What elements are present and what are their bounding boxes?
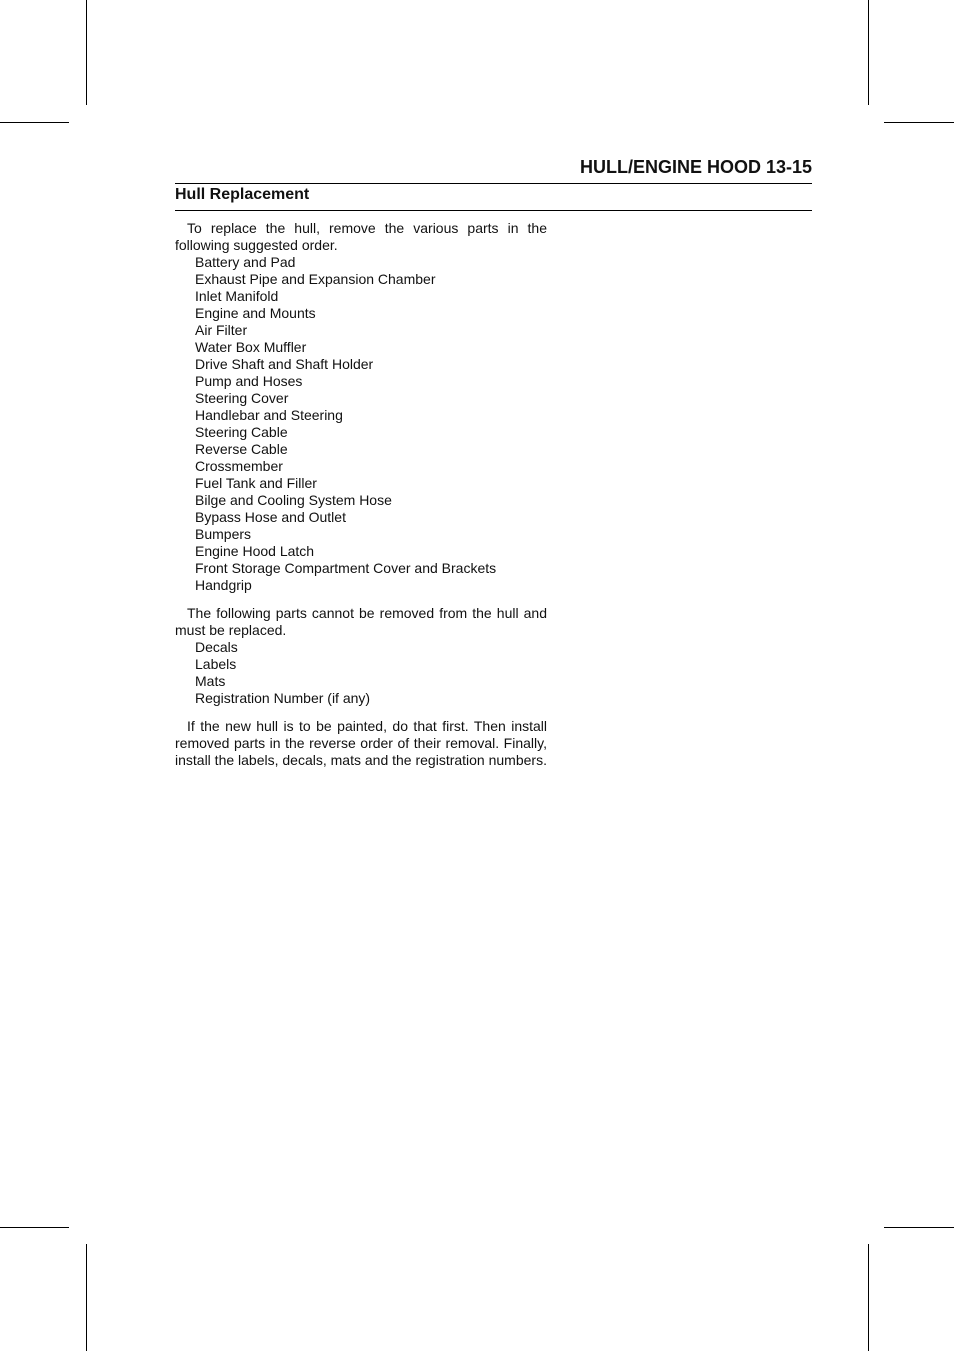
crop-mark-bottom-right-vertical xyxy=(868,1244,869,1351)
header-rule xyxy=(175,183,812,184)
list-item: Exhaust Pipe and Expansion Chamber xyxy=(195,271,436,287)
list-item: Air Filter xyxy=(195,322,248,338)
crop-mark-top-right-vertical xyxy=(868,0,869,105)
list-item: Water Box Muffler xyxy=(195,339,307,355)
list-item: Registration Number (if any) xyxy=(195,690,371,706)
crop-mark-bottom-left-vertical xyxy=(86,1244,87,1351)
list-item: Handgrip xyxy=(195,577,252,593)
list-item: Battery and Pad xyxy=(195,254,296,270)
crop-mark-bottom-left-horizontal xyxy=(0,1227,69,1228)
closing-paragraph: If the new hull is to be painted, do that first. Then install removed parts in the reverse order of their removal. Finally, install the labels, decals, mats and the registration numbers. xyxy=(175,718,547,768)
list-item: Bypass Hose and Outlet xyxy=(195,509,346,525)
list-item: Bumpers xyxy=(195,526,252,542)
list-item: Steering Cover xyxy=(195,390,289,406)
list-item: Inlet Manifold xyxy=(195,288,279,304)
intro-paragraph: To replace the hull, remove the various parts in the following suggested order. xyxy=(175,220,547,253)
list-item: Pump and Hoses xyxy=(195,373,303,389)
content-column xyxy=(175,220,547,769)
removal-order-list xyxy=(175,254,547,594)
list-item: Decals xyxy=(195,639,238,655)
crop-mark-bottom-right-horizontal xyxy=(884,1227,954,1228)
list-item: Steering Cable xyxy=(195,424,288,440)
list-item: Mats xyxy=(195,673,226,689)
list-item: Labels xyxy=(195,656,237,672)
list-item: Bilge and Cooling System Hose xyxy=(195,492,392,508)
non-removable-list xyxy=(175,639,547,707)
running-head-title: HULL/ENGINE HOOD 13-15 xyxy=(579,157,812,177)
section-title: Hull Replacement xyxy=(175,186,310,203)
list-item: Crossmember xyxy=(195,458,283,474)
crop-mark-top-left-vertical xyxy=(86,0,87,105)
list-item: Engine and Mounts xyxy=(195,305,316,321)
crop-mark-top-right-horizontal xyxy=(884,122,954,123)
non-removable-paragraph: The following parts cannot be removed from the hull and must be replaced. xyxy=(175,605,547,638)
list-item: Reverse Cable xyxy=(195,441,288,457)
list-item: Handlebar and Steering xyxy=(195,407,343,423)
crop-mark-top-left-horizontal xyxy=(0,122,69,123)
list-item: Engine Hood Latch xyxy=(195,543,315,559)
section-rule xyxy=(175,210,812,211)
list-item: Fuel Tank and Filler xyxy=(195,475,317,491)
list-item: Drive Shaft and Shaft Holder xyxy=(195,356,374,372)
list-item: Front Storage Compartment Cover and Brackets xyxy=(195,560,497,576)
